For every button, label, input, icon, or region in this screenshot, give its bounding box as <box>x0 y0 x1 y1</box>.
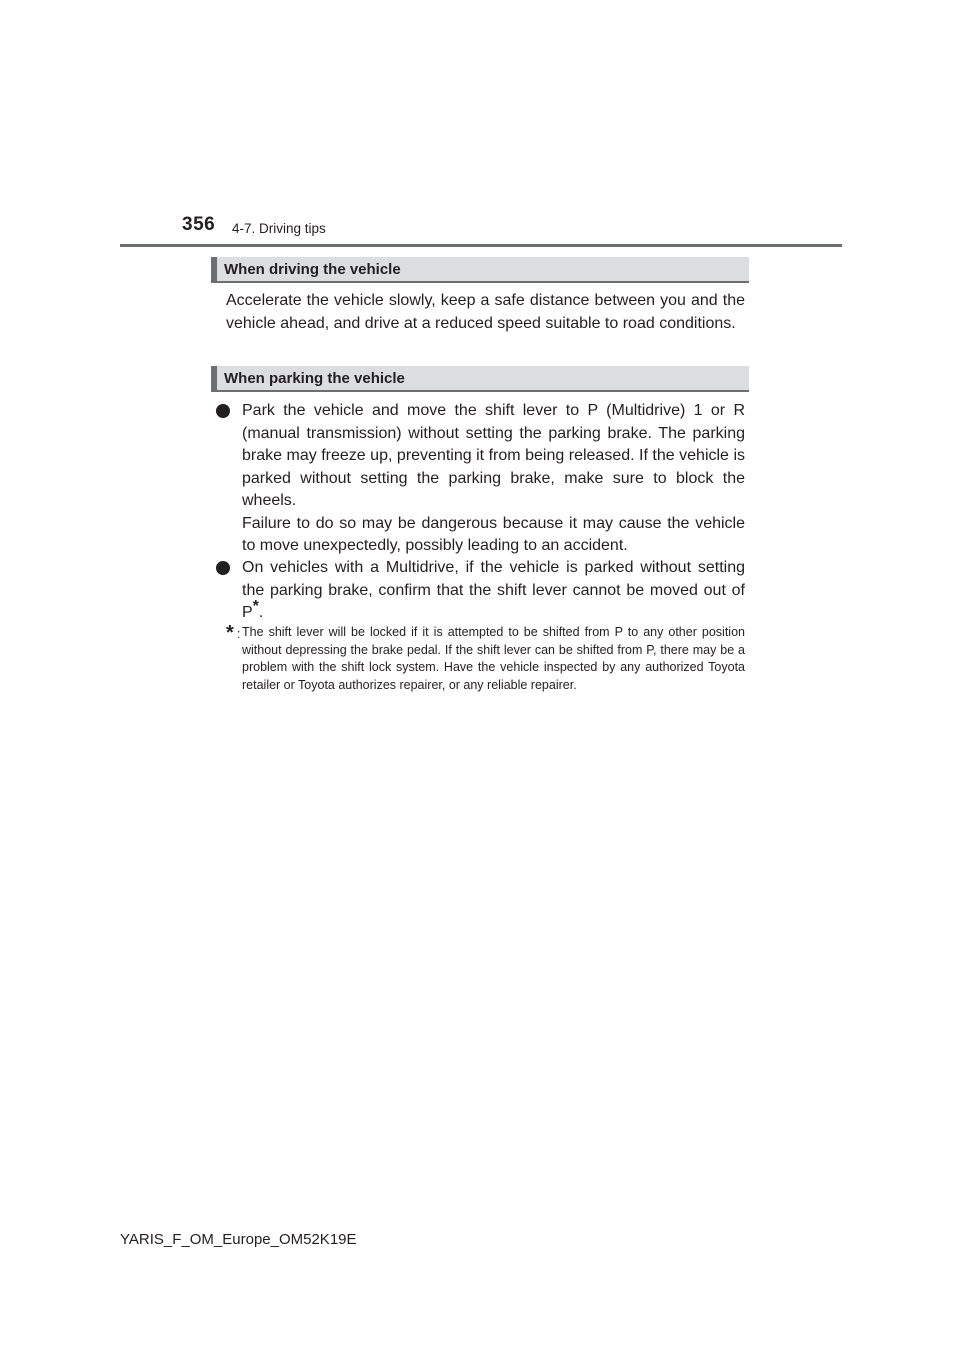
footnote-reference: * <box>252 598 259 615</box>
bullet-end: . <box>258 604 264 621</box>
footnote-colon: : <box>237 627 241 641</box>
chapter-title: 4-7. Driving tips <box>232 221 326 236</box>
header-divider <box>120 244 842 247</box>
footnote <box>226 624 745 694</box>
bullet-icon <box>216 561 230 575</box>
section-accent-bar <box>211 366 217 390</box>
bullet-text <box>242 557 745 625</box>
bullet-paragraph: On vehicles with a Multidrive, if the vehicle is parked without setting the parking brake, confirm that the shift lever cannot be moved out of P <box>242 559 745 621</box>
bullet-paragraph: Park the vehicle and move the shift lever to P (Multidrive) 1 or R (manual transmission) without setting the parking brake. The parking brake may freeze up, preventing it from being released. If the vehicle is parked without setting the parking brake, make sure to block the wheels. <box>242 402 745 509</box>
section-heading-driving <box>211 257 749 283</box>
page-number: 356 <box>182 214 216 235</box>
section-accent-bar <box>211 257 217 281</box>
footnote-mark: * <box>226 622 234 644</box>
section-heading-parking <box>211 366 749 392</box>
footnote-text: The shift lever will be locked if it is attempted to be shifted from P to any other position without depressing the brake pedal. If the shift lever can be shifted from P, there may be a problem with the shift lock system. Have the vehicle inspected by any authorized Toyota retailer or Toyota authorizes repairer, or any reliable repairer. <box>242 625 745 692</box>
bullet-icon <box>216 404 230 418</box>
document-code: YARIS_F_OM_Europe_OM52K19E <box>120 1231 357 1248</box>
list-item <box>216 400 745 558</box>
section-title: When driving the vehicle <box>224 261 401 278</box>
section-title: When parking the vehicle <box>224 370 405 387</box>
list-item <box>216 557 745 625</box>
driving-paragraph: Accelerate the vehicle slowly, keep a safe distance between you and the vehicle ahead, and drive at a reduced speed suitable to road conditions. <box>226 292 745 332</box>
bullet-continuation: Failure to do so may be dangerous because it may cause the vehicle to move unexpectedly, possibly leading to an accident. <box>242 514 745 554</box>
bullet-text <box>242 400 745 558</box>
